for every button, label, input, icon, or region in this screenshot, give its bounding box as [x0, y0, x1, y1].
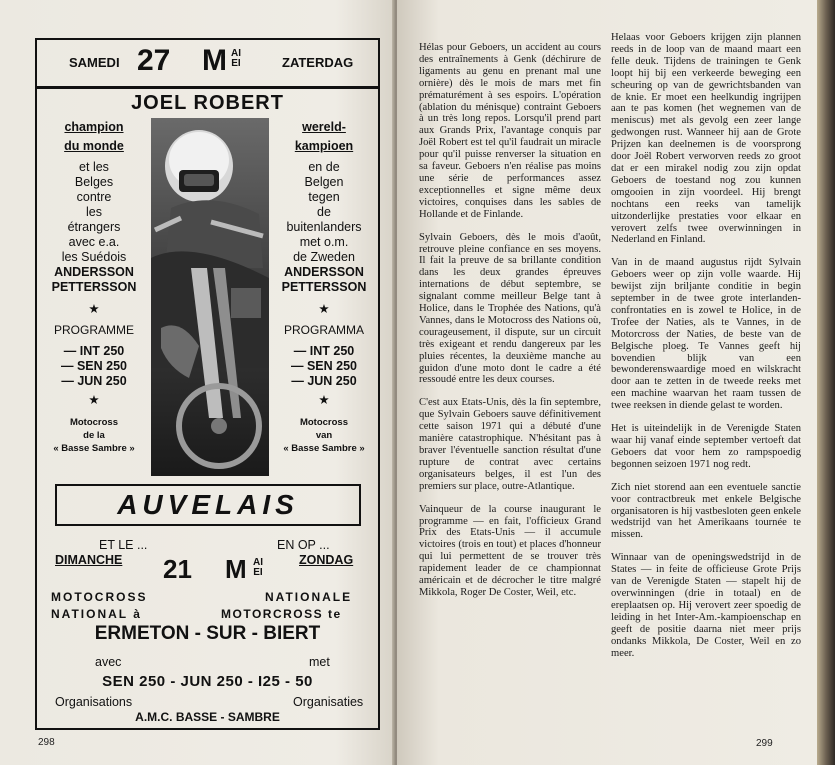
fr-motocross: « Basse Sambre » — [53, 443, 135, 454]
organisations: Organisations — [55, 695, 133, 709]
venue: ERMETON - SUR - BIERT — [94, 623, 321, 644]
fr-line: contre — [76, 190, 112, 204]
nl-line: wereld- — [302, 120, 346, 134]
fr-line: du monde — [64, 139, 124, 153]
nl-line: ANDERSSON — [284, 265, 364, 279]
fr-motocross: Motocross — [69, 417, 119, 428]
club-name: A.M.C. BASSE - SAMBRE — [135, 710, 280, 724]
fr-motocross: de la — [83, 430, 105, 441]
fr-paragraph: Sylvain Geboers, dès le mois d'août, retrouve pleine confiance en ses moyens. Il fait la preuve de sa brillante condition dans les deux grandes épreuves internations de début septembre, se signalant comme meilleur Belge tant à Holice, dans le Trophée des Nations, qu'à Vannes, dans le Motocross des Nations où, courageusement, il dispute, sur un circuit très exigeant et rendu dangereux par les pluies récentes, la deuxième manche au guidon d'une moto dont le cadre a été ressoudé entre les deux courses. — [419, 231, 601, 386]
nl-programma: PROGRAMMA — [283, 323, 364, 337]
french-text-column — [419, 42, 601, 610]
header-zaterdag: ZATERDAG — [282, 55, 354, 70]
event-poster — [35, 38, 380, 730]
town-name: AUVELAIS — [117, 489, 299, 520]
nl-paragraph: Helaas voor Geboers krijgen zijn plannen reeds in de loop van de maand maart een felle deuk. Tijdens de trainingen te Genk loopt hij bij een verkeerde beweging een scheuring op van de gewrichtsbanden van de knie. Er moet een heelkundig ingrijpen aan te pas komen (het wegnemen van de meniscus) met als gevolg een zeer lange gedwongen rust. Wanneer hij aan de Grote Prijzen kan deelnemen is de voorsprong door Joël Robert verworven reeds zo groot dat er een mirakel nodig zou zijn opdat Geboers de toestand nog zou kunnen omgooien in zijn voordeel. Hij brengt nochtans een reeks van tamelijk uitzonderlijke prestaties voor elkaar en verovert zelfs twee overwinningen in Nederland en Finland. — [611, 32, 801, 246]
fr-class: — JUN 250 — [61, 374, 127, 388]
fr-class: — INT 250 — [63, 344, 125, 358]
nl-line: kampioen — [294, 139, 354, 153]
star-icon: ★ — [88, 393, 100, 407]
fr-line: et les — [79, 160, 109, 174]
star-icon: ★ — [318, 302, 330, 316]
second-day: 21 — [163, 554, 192, 584]
fr-class: — SEN 250 — [60, 359, 127, 373]
nl-line: de Zweden — [293, 250, 355, 264]
met: met — [309, 655, 330, 669]
rider-photo — [151, 118, 269, 476]
race-classes: SEN 250 - JUN 250 - I25 - 50 — [102, 673, 313, 690]
et-le: ET LE ... — [99, 538, 148, 552]
nl-class: — JUN 250 — [291, 374, 357, 388]
nl-line: PETTERSSON — [281, 280, 367, 294]
rider-name: JOEL ROBERT — [131, 92, 284, 114]
organisaties: Organisaties — [293, 695, 364, 709]
national-a: NATIONAL à — [51, 607, 142, 621]
nl-line: en de — [308, 160, 340, 174]
second-month-initial: M — [225, 554, 247, 584]
fr-line: ANDERSSON — [54, 265, 134, 279]
nl-paragraph: Van in de maand augustus rijdt Sylvain Geboers weer op zijn volle waarde. Hij bewijst zijn briljante conditie in begin september in de twee grote interlanden-confrontaties en is zowel te Holice, in de Trofee der Naties, als te Vannes, in de Motorcross der Naties, de beste van de Belgische ploeg. Te Vannes geeft hij bovendien blijk van een bewonderenswaardige moed en wilskracht door aan te zetten in de tweede reeks met een machine waarvan het raam tussen de twee reeksen in diende gelast te worden. — [611, 257, 801, 412]
dimanche: DIMANCHE — [55, 553, 123, 567]
header-samedi: SAMEDI — [69, 55, 120, 70]
rider-photo-drawing — [151, 118, 269, 476]
zondag: ZONDAG — [299, 553, 354, 567]
nationale-nl: NATIONALE — [265, 590, 353, 604]
motorcross-te: MOTORCROSS te — [221, 607, 342, 621]
header-month-initial: M — [202, 44, 227, 77]
dutch-text-column — [611, 32, 801, 670]
nl-paragraph: Het is uiteindelijk in de Verenigde Staten waar hij vanaf einde september vertoeft dat Geboers dat voor hem zo rampspoedig begonnen seizoen 1971 nog redt. — [611, 423, 801, 470]
nl-line: buitenlanders — [286, 220, 362, 234]
star-icon: ★ — [318, 393, 330, 407]
nl-line: Belgen — [304, 175, 344, 189]
star-icon: ★ — [88, 302, 100, 316]
nl-motocross: « Basse Sambre » — [283, 443, 365, 454]
poster-fr-column — [45, 120, 143, 455]
header-month-stack — [231, 49, 241, 69]
nl-paragraph: Zich niet storend aan een eventuele sanctie voor contractbreuk met enkele Belgische organisatoren is hij vastbesloten geen enkele wedstrijd van het Amerikaans tournée te missen. — [611, 481, 801, 541]
fr-line: Belges — [74, 175, 114, 189]
fr-line: étrangers — [67, 220, 121, 234]
poster-nl-column — [275, 120, 373, 455]
town-box — [55, 484, 361, 526]
fr-line: les Suédois — [61, 250, 127, 264]
fr-paragraph: C'est aux Etats-Unis, dès la fin septembre, que Sylvain Geboers sauve définitivement cette saison 1971 qui a débuté d'une manière catastrophique. N'hésitant pas à braver l'éventuelle sanction résultat d'une rupture de contrat avec certains organisateurs belges, il est l'un des premiers sur place, outre-Atlantique. — [419, 397, 601, 492]
nl-line: tegen — [308, 190, 340, 204]
month-nl: EI — [231, 58, 241, 69]
fr-programme: PROGRAMME — [53, 323, 134, 337]
avec: avec — [95, 655, 122, 669]
book-edge — [817, 0, 835, 765]
nl-motocross: van — [315, 430, 333, 441]
month-nl: EI — [253, 567, 263, 578]
nl-class: — INT 250 — [293, 344, 355, 358]
nl-class: — SEN 250 — [290, 359, 357, 373]
fr-paragraph: Hélas pour Geboers, un accident au cours des entraînements à Genk (déchirure de ligaments au genu en prenant mal une ornière) dès le mois de mars met fin prématurément à ses espoirs. L'opération (ablation du ménisque) contraint Geboers à un très long repos. Lorsqu'il prend part aux Grands Prix, l'avantage conquis par Joël Robert est tel qu'il faudrait un miracle pour qu'il puisse renverser la situation en sa faveur. Geboers n'en réalise pas moins une série de performances assez exceptionnelles et signe même deux victoires, conquises dans les sables de Hollande et de Finlande. — [419, 42, 601, 220]
second-month-stack — [253, 558, 263, 578]
left-page — [0, 0, 395, 765]
month-fr: AI — [231, 48, 241, 59]
month-fr: AI — [253, 557, 263, 568]
fr-line: avec e.a. — [68, 235, 120, 249]
page-number-left: 298 — [38, 737, 55, 748]
right-page — [397, 0, 817, 765]
header-day: 27 — [137, 44, 171, 77]
fr-line: champion — [64, 120, 124, 134]
nl-line: de — [317, 205, 331, 219]
en-op: EN OP ... — [277, 538, 330, 552]
fr-paragraph: Vainqueur de la course inaugurant le programme — en fait, l'officieux Grand Prix des Etats-Unis — il accumule victoires (trois en tout) et places d'honneur qui lui permettent de se trouver très rapidement leader de ce championnat américain et de décrocher le titre malgré Mikkola, Roger De Coster, Weil, etc. — [419, 503, 601, 598]
nl-paragraph: Winnaar van de openingswedstrijd in de States — in feite de officieuse Grote Prijs van de Verenigde Staten — stapelt hij de overwinningen (drie in totaal) en de ereplaatsen op. Hij verovert zeer spoedig de leiding in het Inter-Am.-kampioenschap en geeft de positie daarna niet meer prijs ondanks Mikkola, De Coster, Weil en zo meer. — [611, 552, 801, 659]
page-number-right: 299 — [756, 738, 773, 749]
header-rule — [37, 86, 378, 89]
fr-line: les — [86, 205, 102, 219]
motocross-fr: MOTOCROSS — [51, 590, 148, 604]
nl-motocross: Motocross — [299, 417, 349, 428]
fr-line: PETTERSSON — [51, 280, 137, 294]
nl-line: met o.m. — [299, 235, 349, 249]
